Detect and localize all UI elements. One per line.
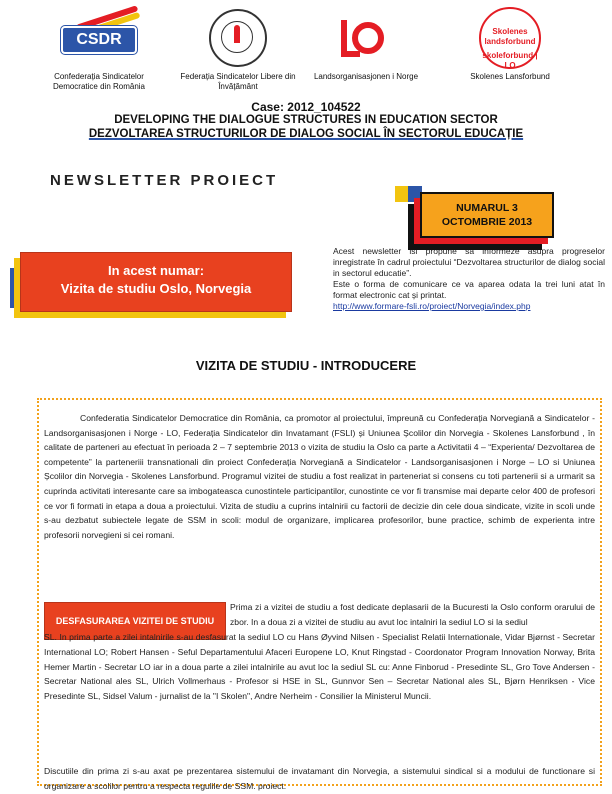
issue-date: OCTOMBRIE 2013 [441,216,533,228]
in-this-issue-box [20,252,292,312]
logo-caption-lo: Landsorganisasjonen i Norge [313,72,419,81]
csdr-logo-text: CSDR [61,26,137,54]
logo-caption-csdr: Confederația Sindicatelor Democratice din România [52,72,146,91]
newsletter-intro [333,246,605,312]
intro-text-1: Acest newsletter isi propune sa informeze asupra progreselor inregistrate în cadrul proiectului “Dezvoltarea structurilor de dialog social in sectorul educatie”. [333,246,605,278]
body-paragraph-4: Discutiile din prima zi s-au axat pe prezentarea sistemului de invatamant din Norvegia, a sistemului sindical si a modului de functionare si organizare a scolilor pentru a respecta regulile de SSM. proiect. [44,766,595,791]
section-title: VIZITA DE STUDIU - INTRODUCERE [195,358,417,373]
desfasurarea-vizitei-button[interactable]: DESFASURAREA VIZITEI DE STUDIU [44,602,226,640]
issue-number: NUMARUL 3 [456,202,518,214]
project-title-en: DEVELOPING THE DIALOGUE STRUCTURES IN EDUCATION SECTOR [114,114,498,126]
logo-caption-fsli: Federația Sindicatelor Libere din Învățământ [180,72,296,91]
project-title-ro-text: DEZVOLTAREA STRUCTURILOR DE DIALOG SOCIAL ÎN SECTORUL EDUCAȚIE [88,128,524,140]
skolenes-logo-text-1: Skolenes landsforbund [484,27,536,46]
skolenes-logo-text-2: skoleforbund | LO [482,51,538,70]
logo-caption-skolenes: Skolenes Lansforbund [470,72,550,81]
body-paragraph-2: Prima zi a vizitei de studiu a fost dedicate deplasarii de la Bucuresti la Oslo conform orarului de zbor. In a doua zi a vizitei de studiu au avut loc intalniri la sediul LO si la sediul [230,602,595,627]
newsletter-label: NEWSLETTER PROIECT [50,172,279,189]
intro-text-2: Este o forma de comunicare ce va aparea odata la trei luni atat în format electronic cat și printat. [333,279,605,300]
case-number: Case: 2012_104522 [251,100,361,114]
in-this-issue-heading: In acest numar: [107,263,205,278]
body-paragraph-1-text: Confederatia Sindicatelor Democratice din România, ca promotor al proiectului, împreună cu Confederația Norvegiană a Sindicatelor - Landsorganisasjonen i Norge - LO, Federația Sindicatelor din Invatamant (FSLI) și Uniunea Școlilor din Norvegia - Skolenes Lansforbund , în calitate de parteneri au efectuat în perioada 2 – 7 septembrie 2013 o vizita de studiu la Oslo ca parte a Activitatii 4 – “Experienta/ Dezvoltarea de competente” la parteneriii transnationali din proiect Confederația Norvegiană a Sindicatelor - Landsorganisasjonen i Norge – LO si Uniunea Școlilor din Norvegia - Skolenes Lansforbund. Programul vizitei de studiu a fost realizat in parteneriat si consens cu toti partenerii si a urmarit sa cuprinda activitati interesante care sa imbogateasca cunostintele participantilor, cunostinte ce vor fi transmise mai departe celor 400 de profesori ce vor fi formati in etapa a doua a proiectului. Vizita de studiu a cuprins intalnirii cu factorii de decizie din cele doua sindicate, vizite in scoli unde s-au dezbatut subiectele legate de SSM in scoli: modul de organizare, implicarea profesorilor, bune practice, schimb de experienta intre profesorii norvegieni si cei romani. [44,413,595,540]
issue-box [420,192,554,238]
decor-yellow-square [395,186,409,202]
project-link[interactable]: http://www.formare-fsli.ro/proiect/Norvegia/index.php [333,301,531,311]
csdr-logo [40,8,150,68]
in-this-issue-topic: Vizita de studiu Oslo, Norvegia [60,281,252,296]
project-title-ro [0,128,612,140]
decor-blue-stripe [10,268,18,308]
fsli-logo [198,8,278,68]
body-paragraph-3: SL. In prima parte a zilei intalnirile s-au desfasurat la sediul LO cu Hans Øyvind Nilsen - Specialist Relatii Internationale, Vidar Bjørnst - Secretar International LO; Robert Hansen - Seful Departamentului Afaceri Europene LO, Knut Ringstad - Coordonator Program Innovation Norway, Brita Hemer Martin - Secretar LO iar in a doua parte a zilei intalnirile au avut loc la sediul SL cu: Anne Finborud - Presedinte SL, Gro Tove Andersen - Secretar National ales SL, Ulrich Vollmerhaus - Profesor si HSE in SL, Gunnvor Sen – Secretar National ales SL, Bjørn Henriksen - Vice Presedinte SL, Sidsel Valum - jurnalist de la "I Skolen", Andre Nerheim - Consilier la Ministerul Muncii. [44,632,595,702]
lo-logo [320,8,400,68]
body-paragraph-1 [44,411,595,542]
skolenes-logo [470,8,550,68]
